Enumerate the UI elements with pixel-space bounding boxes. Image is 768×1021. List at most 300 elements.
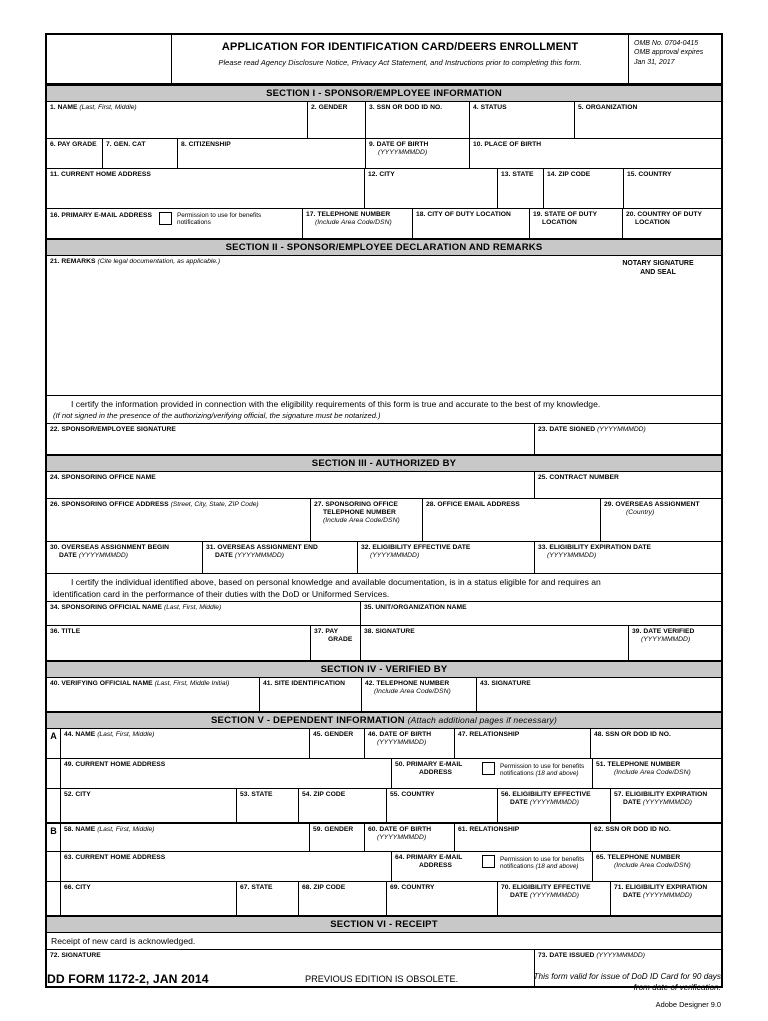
field-53-number: 53. xyxy=(240,791,250,798)
field-18-label: CITY OF DUTY LOCATION xyxy=(427,211,511,218)
section-5-header xyxy=(47,711,721,729)
field-58-hint: (Last, First, Middle) xyxy=(97,826,155,833)
field-33-eligibility-expiration-date[interactable] xyxy=(534,542,721,573)
dependent-b-row3 xyxy=(47,882,721,915)
field-16-primary-email[interactable] xyxy=(47,209,302,238)
field-44-name[interactable] xyxy=(61,729,309,758)
field-46-number: 46. xyxy=(368,731,378,738)
field-6-label: PAY GRADE xyxy=(57,141,97,148)
field-53-label: STATE xyxy=(251,791,273,798)
field-23-date-signed[interactable] xyxy=(534,424,721,454)
field-45-number: 45. xyxy=(313,731,323,738)
field-5-label: ORGANIZATION xyxy=(585,104,638,111)
field-14-number: 14. xyxy=(547,171,557,178)
field-71-label-line1: ELIGIBILITY EXPIRATION xyxy=(625,884,708,891)
dependent-a-marker-spacer2 xyxy=(47,789,61,822)
field-20-label-line2: LOCATION xyxy=(635,219,670,227)
field-51-number: 51. xyxy=(596,761,606,768)
field-10-place-of-birth[interactable] xyxy=(469,139,721,168)
field-65-telephone[interactable] xyxy=(592,852,721,881)
field-55-number: 55. xyxy=(390,791,400,798)
field-46-hint: (YYYYMMMDD) xyxy=(377,739,427,747)
field-61-relationship[interactable] xyxy=(454,824,590,851)
field-29-overseas-assignment[interactable] xyxy=(600,499,721,541)
field-1-label: NAME xyxy=(57,104,78,111)
form-identifier: DD FORM 1172-2, JAN 2014 xyxy=(47,972,209,986)
field-63-label: CURRENT HOME ADDRESS xyxy=(75,854,166,861)
field-46-date-of-birth[interactable] xyxy=(364,729,454,758)
dependent-a-permission-checkbox[interactable] xyxy=(482,762,495,775)
field-64-number: 64. xyxy=(395,854,405,861)
section-6-header: SECTION VI - RECEIPT xyxy=(47,915,721,933)
validity-line2: from date of verification. xyxy=(633,982,721,992)
field-39-date-verified[interactable] xyxy=(628,626,721,660)
field-15-country[interactable] xyxy=(623,169,721,208)
omb-expires-date: Jan 31, 2017 xyxy=(634,58,675,66)
field-55-country[interactable] xyxy=(386,789,497,822)
field-25-number: 25. xyxy=(538,474,548,481)
field-54-label: ZIP CODE xyxy=(313,791,346,798)
field-40-number: 40. xyxy=(50,680,60,687)
field-13-number: 13. xyxy=(501,171,511,178)
field-43-label: SIGNATURE xyxy=(491,680,531,687)
field-52-label: CITY xyxy=(75,791,91,798)
field-11-label: CURRENT HOME ADDRESS xyxy=(61,171,151,178)
field-30-number: 30. xyxy=(50,544,60,551)
field-44-number: 44. xyxy=(64,731,74,738)
field-7-number: 7. xyxy=(106,141,112,148)
field-70-hint: (YYYYMMMDD) xyxy=(529,892,580,900)
field-58-number: 58. xyxy=(64,826,74,833)
field-1-number: 1. xyxy=(50,104,56,111)
email-permission-checkbox[interactable] xyxy=(159,212,172,225)
email-permission-line1: Permission to use for benefits xyxy=(177,212,262,219)
field-24-sponsoring-office-name[interactable] xyxy=(47,472,534,498)
section-2-header: SECTION II - SPONSOR/EMPLOYEE DECLARATION AND REMARKS xyxy=(47,238,721,256)
dependent-b-marker-spacer2 xyxy=(47,882,61,915)
receipt-acknowledgement: Receipt of new card is acknowledged. xyxy=(47,933,721,950)
field-36-number: 36. xyxy=(50,628,60,635)
section2-certification xyxy=(47,395,721,423)
field-28-label: OFFICE EMAIL ADDRESS xyxy=(437,501,520,508)
form-header xyxy=(47,35,721,84)
field-1-hint: (Last, First, Middle) xyxy=(79,104,137,111)
field-66-label: CITY xyxy=(75,884,91,891)
field-70-label-line1: ELIGIBILITY EFFECTIVE xyxy=(512,884,591,891)
field-52-city[interactable] xyxy=(61,789,236,822)
field-28-office-email[interactable] xyxy=(422,499,600,541)
dependent-a-row2 xyxy=(47,759,721,789)
field-44-label: NAME xyxy=(75,731,96,738)
section-5-title: SECTION V - DEPENDENT INFORMATION xyxy=(211,715,405,726)
field-3-label: SSN OR DOD ID NO. xyxy=(376,104,443,111)
dependent-b-marker: B xyxy=(47,824,61,851)
field-18-city-duty[interactable] xyxy=(412,209,529,238)
field-57-label-line1: ELIGIBILITY EXPIRATION xyxy=(625,791,708,798)
field-21-label: REMARKS xyxy=(61,258,96,265)
field-49-number: 49. xyxy=(64,761,74,768)
field-6-number: 6. xyxy=(50,141,56,148)
field-56-label-line2: DATE (YYYYMMMDD) xyxy=(510,799,580,807)
field-19-number: 19. xyxy=(533,211,543,218)
field-35-label: UNIT/ORGANIZATION NAME xyxy=(375,604,467,611)
field-26-number: 26. xyxy=(50,501,60,508)
field-19-label-line1: STATE OF DUTY xyxy=(544,211,598,218)
section3-row3 xyxy=(47,542,721,573)
field-59-number: 59. xyxy=(313,826,323,833)
dd-form-1172-2 xyxy=(45,33,723,988)
field-45-gender[interactable] xyxy=(309,729,364,758)
field-72-number: 72. xyxy=(50,952,60,959)
field-34-label: SPONSORING OFFICIAL NAME xyxy=(61,604,163,611)
dependent-a-permission-line1: Permission to use for benefits xyxy=(500,763,585,770)
field-53-state[interactable] xyxy=(236,789,298,822)
field-6-pay-grade[interactable] xyxy=(47,139,102,168)
field-40-verifying-official-name[interactable] xyxy=(47,678,259,711)
field-37-pay-grade[interactable] xyxy=(310,626,360,660)
field-46-label: DATE OF BIRTH xyxy=(379,731,432,738)
field-41-site-identification[interactable] xyxy=(259,678,361,711)
field-35-unit-organization-name[interactable] xyxy=(360,602,721,625)
header-subtitle: Please read Agency Disclosure Notice, Privacy Act Statement, and Instructions prior to completing this form. xyxy=(218,58,582,67)
field-4-number: 4. xyxy=(473,104,479,111)
field-20-label-line1: COUNTRY OF DUTY xyxy=(637,211,703,218)
field-60-number: 60. xyxy=(368,826,378,833)
field-21-number: 21. xyxy=(50,258,60,265)
field-3-ssn[interactable] xyxy=(365,102,469,138)
field-30-overseas-begin-date[interactable] xyxy=(47,542,202,573)
field-38-number: 38. xyxy=(364,628,374,635)
field-13-label: STATE xyxy=(512,171,534,178)
field-49-label: CURRENT HOME ADDRESS xyxy=(75,761,166,768)
field-22-sponsor-signature[interactable] xyxy=(47,424,534,454)
field-44-hint: (Last, First, Middle) xyxy=(97,731,155,738)
notary-signature-area xyxy=(603,259,713,277)
field-9-label: DATE OF BIRTH xyxy=(376,141,429,148)
field-71-eligibility-expiration-date[interactable] xyxy=(610,882,721,915)
dependent-a-permission-text xyxy=(500,763,584,778)
field-45-label: GENDER xyxy=(324,731,354,738)
field-8-citizenship[interactable] xyxy=(177,139,365,168)
field-41-label: SITE IDENTIFICATION xyxy=(274,680,346,687)
field-16-number: 16. xyxy=(50,212,60,219)
email-permission-text xyxy=(177,212,261,227)
field-37-label-line1: PAY xyxy=(325,628,339,635)
field-8-number: 8. xyxy=(181,141,187,148)
field-9-hint: (YYYYMMMDD) xyxy=(378,149,428,157)
section3-certify-line1: I certify the individual identified above, based on personal knowledge and available documentation, is in a status eligible for and requires an xyxy=(71,577,601,587)
field-47-relationship[interactable] xyxy=(454,729,590,758)
field-40-label: VERIFYING OFFICIAL NAME xyxy=(61,680,153,687)
field-48-label: SSN OR DOD ID NO. xyxy=(605,731,671,738)
section2-certify-line2: (If not signed in the presence of the authorizing/verifying official, the signature must be notarized.) xyxy=(53,410,381,420)
field-24-number: 24. xyxy=(50,474,60,481)
field-73-hint: (YYYYMMMDD) xyxy=(596,952,645,959)
field-67-number: 67. xyxy=(240,884,250,891)
field-1-name[interactable] xyxy=(47,102,307,138)
field-50-label-line2: ADDRESS xyxy=(419,769,453,777)
form-footer xyxy=(45,972,723,1017)
field-64-primary-email[interactable] xyxy=(391,852,592,881)
section1-row1 xyxy=(47,102,721,139)
section4-row1 xyxy=(47,678,721,711)
field-29-number: 29. xyxy=(604,501,614,508)
field-29-hint: (Country) xyxy=(626,509,655,517)
dependent-b-permission-line2: notifications (18 and above) xyxy=(500,863,579,871)
section-3-header: SECTION III - AUTHORIZED BY xyxy=(47,454,721,472)
field-8-label: CITIZENSHIP xyxy=(188,141,231,148)
dependent-a-row3 xyxy=(47,789,721,822)
field-57-number: 57. xyxy=(614,791,624,798)
field-50-primary-email[interactable] xyxy=(391,759,592,788)
field-39-number: 39. xyxy=(632,628,642,635)
field-66-city[interactable] xyxy=(61,882,236,915)
field-9-date-of-birth[interactable] xyxy=(365,139,469,168)
field-28-number: 28. xyxy=(426,501,436,508)
field-5-organization[interactable] xyxy=(574,102,721,138)
field-64-label-line1: PRIMARY E-MAIL xyxy=(406,854,463,861)
field-73-number: 73. xyxy=(538,952,548,959)
omb-block xyxy=(629,35,721,83)
field-31-label-line1: OVERSEAS ASSIGNMENT END xyxy=(217,544,318,551)
dependent-a-marker: A xyxy=(47,729,61,758)
field-42-label: TELEPHONE NUMBER xyxy=(376,680,450,687)
section3-row4 xyxy=(47,601,721,626)
field-58-label: NAME xyxy=(75,826,96,833)
field-67-state[interactable] xyxy=(236,882,298,915)
section3-certification xyxy=(47,573,721,601)
field-54-number: 54. xyxy=(302,791,312,798)
field-56-eligibility-effective-date[interactable] xyxy=(497,789,610,822)
field-31-label-line2: DATE (YYYYMMMDD) xyxy=(215,552,285,560)
field-10-number: 10. xyxy=(473,141,483,148)
notary-line2: AND SEAL xyxy=(640,269,676,276)
section3-row5 xyxy=(47,626,721,660)
field-32-label: ELIGIBILITY EFFECTIVE DATE xyxy=(372,544,471,551)
field-67-label: STATE xyxy=(251,884,273,891)
field-7-gen-cat[interactable] xyxy=(102,139,177,168)
field-42-telephone-number[interactable] xyxy=(361,678,476,711)
field-34-number: 34. xyxy=(50,604,60,611)
field-61-label: RELATIONSHIP xyxy=(469,826,520,833)
field-20-country-duty[interactable] xyxy=(622,209,721,238)
field-21-hint: (Cite legal documentation, as applicable.) xyxy=(97,258,221,265)
field-40-hint: (Last, First, Middle Initial) xyxy=(154,680,230,687)
field-20-number: 20. xyxy=(626,211,636,218)
field-51-telephone[interactable] xyxy=(592,759,721,788)
field-62-number: 62. xyxy=(594,826,604,833)
section3-row2 xyxy=(47,499,721,542)
field-25-contract-number[interactable] xyxy=(534,472,721,498)
field-18-number: 18. xyxy=(416,211,426,218)
section-5-note: (Attach additional pages if necessary) xyxy=(407,715,557,725)
field-65-label: TELEPHONE NUMBER xyxy=(607,854,681,861)
field-2-number: 2. xyxy=(311,104,317,111)
field-27-sponsoring-office-telephone[interactable] xyxy=(310,499,422,541)
field-57-label-line2: DATE (YYYYMMMDD) xyxy=(623,799,693,807)
field-3-number: 3. xyxy=(369,104,375,111)
field-36-title[interactable] xyxy=(47,626,310,660)
dependent-b-permission-line1: Permission to use for benefits xyxy=(500,856,585,863)
field-43-number: 43. xyxy=(480,680,490,687)
field-34-sponsoring-official-name[interactable] xyxy=(47,602,360,625)
field-48-ssn[interactable] xyxy=(590,729,721,758)
field-70-label-line2: DATE (YYYYMMMDD) xyxy=(510,892,580,900)
dependent-b-row2 xyxy=(47,852,721,882)
field-19-label-line2: LOCATION xyxy=(542,219,577,227)
section2-certify-line1: I certify the information provided in connection with the eligibility requirements of this form is true and accurate to the best of my knowledge. xyxy=(71,399,601,409)
field-38-signature[interactable] xyxy=(360,626,628,660)
field-12-city[interactable] xyxy=(364,169,497,208)
field-26-hint: (Street, City, State, ZIP Code) xyxy=(170,501,259,508)
field-37-number: 37. xyxy=(314,628,324,635)
field-47-number: 47. xyxy=(458,731,468,738)
field-54-zip-code[interactable] xyxy=(298,789,386,822)
field-9-number: 9. xyxy=(369,141,375,148)
field-11-home-address[interactable] xyxy=(47,169,364,208)
field-63-home-address[interactable] xyxy=(61,852,391,881)
field-31-overseas-end-date[interactable] xyxy=(202,542,357,573)
field-26-sponsoring-office-address[interactable] xyxy=(47,499,310,541)
field-47-label: RELATIONSHIP xyxy=(469,731,520,738)
field-39-label: DATE VERIFIED xyxy=(643,628,695,635)
field-49-home-address[interactable] xyxy=(61,759,391,788)
omb-number: OMB No. 0704-0415 xyxy=(634,40,699,47)
notary-line1: NOTARY SIGNATURE xyxy=(622,260,694,267)
field-42-hint: (Include Area Code/DSN) xyxy=(374,688,451,696)
field-59-gender[interactable] xyxy=(309,824,364,851)
field-42-number: 42. xyxy=(365,680,375,687)
previous-edition-notice: PREVIOUS EDITION IS OBSOLETE. xyxy=(305,974,459,984)
field-24-label: SPONSORING OFFICE NAME xyxy=(61,474,156,481)
field-14-zip-code[interactable] xyxy=(543,169,623,208)
field-56-label-line1: ELIGIBILITY EFFECTIVE xyxy=(512,791,591,798)
field-65-number: 65. xyxy=(596,854,606,861)
field-69-country[interactable] xyxy=(386,882,497,915)
dependent-b-row1 xyxy=(47,822,721,852)
field-39-hint: (YYYYMMMDD) xyxy=(641,636,691,644)
field-21-remarks[interactable] xyxy=(47,256,721,395)
field-60-hint: (YYYYMMMDD) xyxy=(377,834,427,842)
field-17-hint: (Include Area Code/DSN) xyxy=(315,219,392,227)
field-66-number: 66. xyxy=(64,884,74,891)
field-23-number: 23. xyxy=(538,426,548,433)
field-27-label-line2: TELEPHONE NUMBER xyxy=(323,509,396,517)
field-52-number: 52. xyxy=(64,791,74,798)
dependent-b-marker-spacer xyxy=(47,852,61,881)
field-30-label-line2: DATE (YYYYMMMDD) xyxy=(59,552,129,560)
section2-signature-row xyxy=(47,423,721,454)
section1-row3 xyxy=(47,169,721,209)
field-15-label: COUNTRY xyxy=(638,171,672,178)
field-33-number: 33. xyxy=(538,544,548,551)
field-56-hint: (YYYYMMMDD) xyxy=(529,799,580,807)
field-16-label: PRIMARY E-MAIL ADDRESS xyxy=(61,212,153,219)
field-2-gender[interactable] xyxy=(307,102,365,138)
field-12-label: CITY xyxy=(379,171,395,178)
field-34-hint: (Last, First, Middle) xyxy=(163,604,222,611)
dependent-a-permission-line2: notifications (18 and above) xyxy=(500,770,579,778)
field-59-label: GENDER xyxy=(324,826,354,833)
field-50-number: 50. xyxy=(395,761,405,768)
field-29-label: OVERSEAS ASSIGNMENT xyxy=(615,501,700,508)
field-62-label: SSN OR DOD ID NO. xyxy=(605,826,671,833)
field-57-eligibility-expiration-date[interactable] xyxy=(610,789,721,822)
section3-certify-line2: identification card in the performance of their duties with the DoD or Uniformed Services. xyxy=(53,588,390,599)
field-22-number: 22. xyxy=(50,426,60,433)
field-27-label-line1: SPONSORING OFFICE xyxy=(325,501,398,508)
header-blank-box xyxy=(47,35,172,83)
field-69-label: COUNTRY xyxy=(401,884,435,891)
field-60-date-of-birth[interactable] xyxy=(364,824,454,851)
field-31-number: 31. xyxy=(206,544,216,551)
field-17-number: 17. xyxy=(306,211,316,218)
dependent-b-permission-text xyxy=(500,856,584,871)
field-43-signature[interactable] xyxy=(476,678,721,711)
field-23-label: DATE SIGNED xyxy=(549,426,596,433)
field-65-hint: (Include Area Code/DSN) xyxy=(614,862,691,870)
field-26-label: SPONSORING OFFICE ADDRESS xyxy=(61,501,169,508)
field-51-label: TELEPHONE NUMBER xyxy=(607,761,681,768)
field-58-name[interactable] xyxy=(61,824,309,851)
field-4-label: STATUS xyxy=(480,104,507,111)
dependent-b-permission-age: (18 and above) xyxy=(535,863,579,871)
field-68-label: ZIP CODE xyxy=(313,884,346,891)
field-68-zip-code[interactable] xyxy=(298,882,386,915)
validity-notice xyxy=(534,972,721,993)
field-19-state-duty[interactable] xyxy=(529,209,622,238)
field-71-number: 71. xyxy=(614,884,624,891)
field-64-label-line2: ADDRESS xyxy=(419,862,453,870)
field-70-eligibility-effective-date[interactable] xyxy=(497,882,610,915)
field-73-label: DATE ISSUED xyxy=(549,952,595,959)
field-13-state[interactable] xyxy=(497,169,543,208)
dependent-b-permission-checkbox[interactable] xyxy=(482,855,495,868)
field-55-label: COUNTRY xyxy=(401,791,435,798)
field-7-label: GEN. CAT xyxy=(113,141,146,148)
field-62-ssn[interactable] xyxy=(590,824,721,851)
field-56-number: 56. xyxy=(501,791,511,798)
designer-credit: Adobe Designer 9.0 xyxy=(655,1000,721,1009)
field-36-label: TITLE xyxy=(61,628,81,635)
field-15-number: 15. xyxy=(627,171,637,178)
field-72-label: SIGNATURE xyxy=(61,952,101,959)
field-51-hint: (Include Area Code/DSN) xyxy=(614,769,691,777)
field-17-telephone[interactable] xyxy=(302,209,412,238)
field-33-hint: (YYYYMMMDD) xyxy=(547,552,597,560)
field-32-eligibility-effective-date[interactable] xyxy=(357,542,534,573)
field-30-hint: (YYYYMMMDD) xyxy=(78,552,129,560)
field-41-number: 41. xyxy=(263,680,273,687)
field-31-hint: (YYYYMMMDD) xyxy=(234,552,285,560)
dependent-a-permission-age: (18 and above) xyxy=(535,770,579,778)
section-1-header: SECTION I - SPONSOR/EMPLOYEE INFORMATION xyxy=(47,84,721,102)
header-title-block xyxy=(172,35,629,83)
field-71-hint: (YYYYMMMDD) xyxy=(642,892,693,900)
field-37-label-line2: GRADE xyxy=(328,636,353,644)
field-38-label: SIGNATURE xyxy=(375,628,415,635)
field-23-hint: (YYYYMMMDD) xyxy=(597,426,646,433)
field-4-status[interactable] xyxy=(469,102,574,138)
dependent-a-marker-spacer xyxy=(47,759,61,788)
section1-row4 xyxy=(47,209,721,238)
field-14-label: ZIP CODE xyxy=(558,171,591,178)
section1-row2 xyxy=(47,139,721,169)
field-50-label-line1: PRIMARY E-MAIL xyxy=(406,761,463,768)
section3-row1 xyxy=(47,472,721,499)
field-11-number: 11. xyxy=(50,171,60,178)
field-69-number: 69. xyxy=(390,884,400,891)
